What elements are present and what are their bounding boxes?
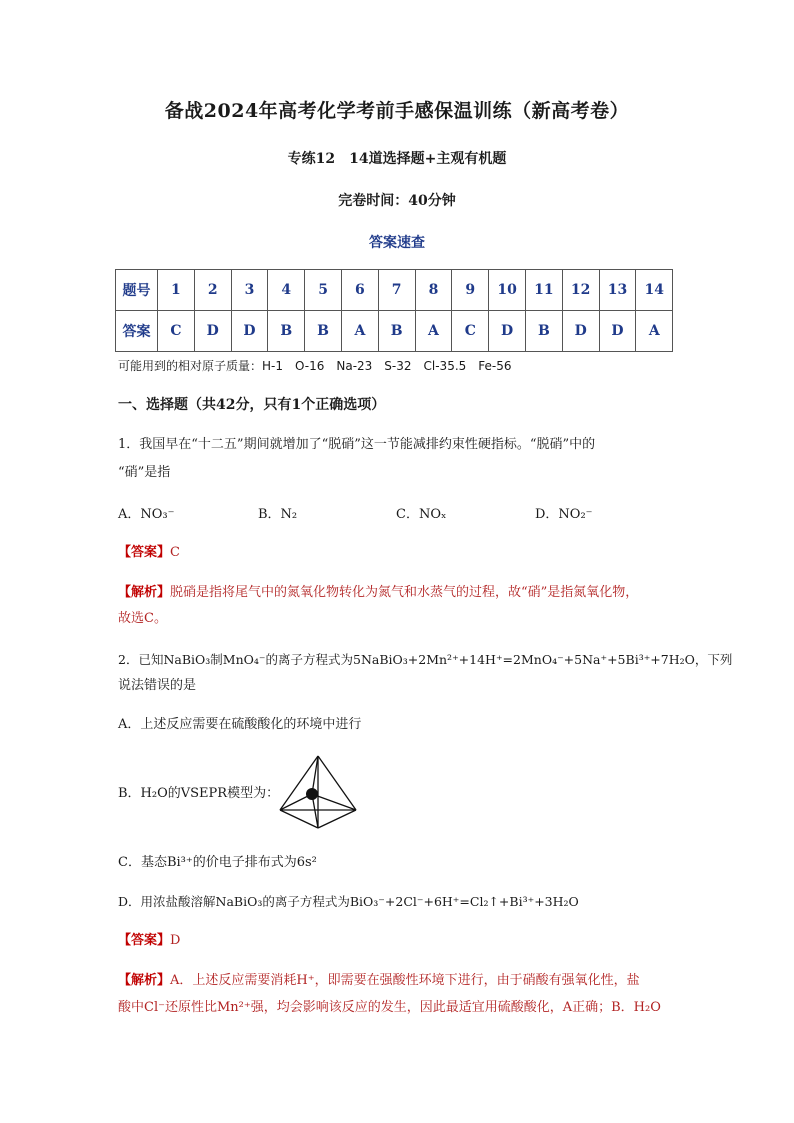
tetra-edge [318, 810, 356, 828]
question-number: 5 [305, 270, 342, 311]
q1-analysis [118, 580, 638, 606]
q2-analysis-cont: 酸中Cl⁻还原性比Mn²⁺强，均会影响该反应的发生，因此最适宜用硫酸酸化，A正确；B．H₂O [118, 1000, 661, 1015]
analysis-text: 脱硝是指将尾气中的氮氧化物转化为氮气和水蒸气的过程，故“硝”是指氮氧化物， [170, 585, 639, 600]
q1-stem: 1．我国早在“十二五”期间就增加了“脱硝”这一节能减排约束性硬指标。“脱硝”中的 [118, 437, 596, 452]
answer-cell: D [489, 311, 526, 352]
answer-cell: D [562, 311, 599, 352]
central-atom [306, 788, 318, 800]
answer-value: D [170, 933, 181, 948]
answer-cell: B [378, 311, 415, 352]
vsepr-tetrahedron-diagram [272, 752, 364, 832]
q2-answer [118, 928, 180, 954]
question-number: 2 [194, 270, 231, 311]
q1-option-c: C．NOₓ [396, 507, 447, 522]
question-number: 4 [268, 270, 305, 311]
tetra-edge [318, 756, 356, 810]
time-limit: 完卷时间：40分钟 [338, 193, 456, 209]
answer-cell: A [415, 311, 452, 352]
q2-analysis [118, 968, 640, 994]
question-number: 9 [452, 270, 489, 311]
answer-value: C [170, 545, 180, 560]
q1-option-b: B．N₂ [258, 507, 298, 522]
answer-cell: C [158, 311, 195, 352]
q2-stem: 2．已知NaBiO₃制MnO₄⁻的离子方程式为5NaBiO₃+2Mn²⁺+14H⁺=2MnO₄⁻+5Na⁺+5Bi³⁺+7H₂O，下列 [118, 652, 733, 667]
answer-key-number-row [116, 270, 673, 311]
answer-key-title: 答案速查 [369, 235, 425, 251]
q2-stem-cont: 说法错误的是 [118, 678, 197, 693]
question-number: 7 [378, 270, 415, 311]
question-number: 14 [636, 270, 673, 311]
question-number: 3 [231, 270, 268, 311]
answer-cell: D [231, 311, 268, 352]
analysis-label: 【解析】 [118, 973, 171, 988]
question-number: 11 [525, 270, 562, 311]
answer-cell: C [452, 311, 489, 352]
q1-analysis-cont: 故选C。 [118, 611, 167, 626]
question-number: 12 [562, 270, 599, 311]
question-number: 10 [489, 270, 526, 311]
atomic-masses: 可能用到的相对原子质量：H-1 O-16 Na-23 S-32 Cl-35.5 Fe-56 [118, 359, 512, 373]
answer-label: 【答案】 [118, 545, 171, 560]
q2-option-d: D．用浓盐酸溶解NaBiO₃的离子方程式为BiO₃⁻+2Cl⁻+6H⁺=Cl₂↑+Bi³⁺+3H₂O [118, 894, 579, 909]
q1-option-d: D．NO₂⁻ [535, 507, 593, 522]
answer-cell: D [599, 311, 636, 352]
answer-cell: B [268, 311, 305, 352]
answer-cell: A [341, 311, 378, 352]
answer-cell: B [305, 311, 342, 352]
question-number: 8 [415, 270, 452, 311]
answer-cell: A [636, 311, 673, 352]
section-title: 一、选择题（共42分，只有1个正确选项） [118, 397, 386, 413]
q2-option-a: A．上述反应需要在硫酸酸化的环境中进行 [118, 717, 362, 732]
answer-label: 【答案】 [118, 933, 171, 948]
question-number: 1 [158, 270, 195, 311]
answer-key-table [115, 269, 673, 352]
q1-answer [118, 540, 180, 566]
q1-option-a: A．NO₃⁻ [118, 507, 175, 522]
q2-option-c: C．基态Bi³⁺的价电子排布式为6s² [118, 855, 317, 870]
q1-stem-cont: “硝”是指 [118, 465, 171, 480]
analysis-text: A．上述反应需要消耗H⁺，即需要在强酸性环境下进行，由于硝酸有强氧化性，盐 [170, 973, 640, 988]
answer-key-answer-row [116, 311, 673, 352]
question-number: 13 [599, 270, 636, 311]
q2-option-b: B．H₂O的VSEPR模型为： [118, 786, 280, 801]
row-label: 题号 [116, 270, 158, 311]
tetra-edge [280, 756, 318, 810]
answer-cell: D [194, 311, 231, 352]
page-title: 备战2024年高考化学考前手感保温训练（新高考卷） [164, 100, 630, 122]
answer-cell: B [525, 311, 562, 352]
row-label: 答案 [116, 311, 158, 352]
tetra-edge [280, 810, 318, 828]
question-number: 6 [341, 270, 378, 311]
page-subtitle: 专练12 14道选择题+主观有机题 [287, 151, 507, 167]
analysis-label: 【解析】 [118, 585, 171, 600]
